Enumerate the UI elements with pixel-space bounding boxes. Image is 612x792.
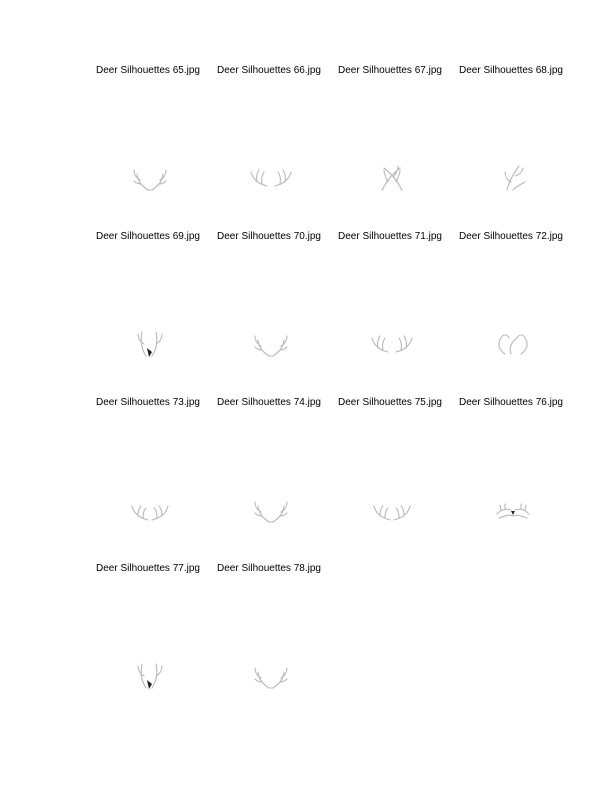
thumbnail-item[interactable] <box>457 396 578 562</box>
thumbnail-item[interactable] <box>336 230 457 396</box>
spread-antlers-icon[interactable] <box>128 488 172 532</box>
antler-pair-icon[interactable] <box>249 654 293 698</box>
thumbnail-item[interactable] <box>215 230 336 396</box>
antler-dark-icon[interactable] <box>128 654 172 698</box>
ornate-antlers-icon[interactable] <box>491 488 535 532</box>
thumbnail-item[interactable] <box>94 396 215 562</box>
antler-dark-icon[interactable] <box>128 322 172 366</box>
antler-pair-icon[interactable] <box>128 156 172 200</box>
curled-antlers-icon[interactable] <box>491 322 535 366</box>
thumbnail-filename: Deer Silhouettes 68.jpg <box>459 65 563 76</box>
thumbnail-filename: Deer Silhouettes 78.jpg <box>217 563 321 574</box>
thumbnail-item[interactable] <box>457 64 578 230</box>
antler-pair-icon[interactable] <box>249 488 293 532</box>
thumbnail-filename: Deer Silhouettes 69.jpg <box>96 231 200 242</box>
thumbnail-filename: Deer Silhouettes 67.jpg <box>338 65 442 76</box>
thumbnail-item[interactable] <box>215 396 336 562</box>
thumbnail-item[interactable] <box>94 230 215 396</box>
crossed-antlers-icon[interactable] <box>370 156 414 200</box>
thumbnail-filename: Deer Silhouettes 77.jpg <box>96 563 200 574</box>
wide-antlers-icon[interactable] <box>370 322 414 366</box>
thumbnail-filename: Deer Silhouettes 76.jpg <box>459 397 563 408</box>
thumbnail-filename: Deer Silhouettes 70.jpg <box>217 231 321 242</box>
antler-pair-icon[interactable] <box>249 322 293 366</box>
thumbnail-item[interactable] <box>336 396 457 562</box>
thumbnail-filename: Deer Silhouettes 73.jpg <box>96 397 200 408</box>
thumbnail-filename: Deer Silhouettes 74.jpg <box>217 397 321 408</box>
single-antler-icon[interactable] <box>491 156 535 200</box>
wide-antlers-icon[interactable] <box>249 156 293 200</box>
thumbnail-filename: Deer Silhouettes 66.jpg <box>217 65 321 76</box>
thumbnail-item[interactable] <box>94 64 215 230</box>
thumbnail-item[interactable] <box>215 64 336 230</box>
thumbnail-item[interactable] <box>336 64 457 230</box>
thumbnail-item[interactable] <box>457 230 578 396</box>
thumbnail-item[interactable] <box>94 562 215 728</box>
thumbnail-filename: Deer Silhouettes 72.jpg <box>459 231 563 242</box>
thumbnail-grid <box>94 64 578 728</box>
thumbnail-filename: Deer Silhouettes 65.jpg <box>96 65 200 76</box>
thumbnail-item[interactable] <box>215 562 336 728</box>
thumbnail-filename: Deer Silhouettes 75.jpg <box>338 397 442 408</box>
spread-antlers-icon[interactable] <box>370 488 414 532</box>
thumbnail-filename: Deer Silhouettes 71.jpg <box>338 231 442 242</box>
